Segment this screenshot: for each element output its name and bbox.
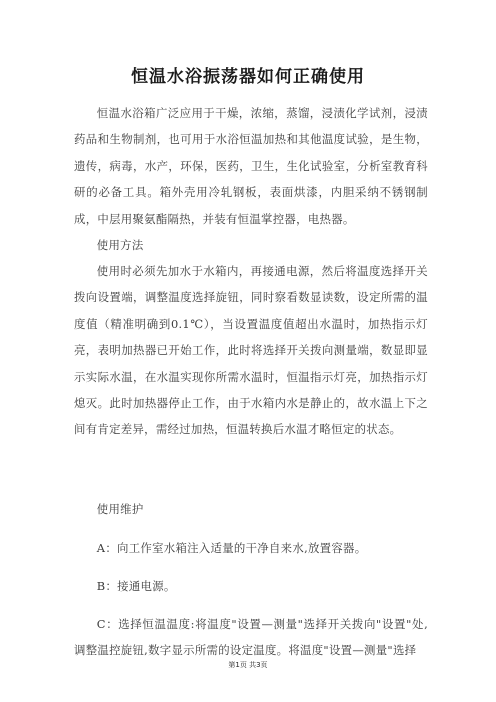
section-heading-maintenance: 使用维护 [96,502,144,516]
usage-paragraph: 使用时必须先加水于水箱内，再接通电源，然后将温度选择开关拨向设置端，调整温度选择旋钮，同时察看数显读数，设定所需的温度值（精准明确到0.1℃），当设置温度值超出水温时，加热指示灯亮，表明加热器已开始工作，此时将选择开关拨向测量端，数显即显示实际水温，在水温实现你所需水温时，恒温指示灯亮，加热指示灯熄灭。此时加热器停止工作，由于水箱内水是静止的，故水温上下之间有肯定差异，需经过加热，恒温转换后水温才略恒定的状态。 [74,264,428,437]
section-heading-usage: 使用方法 [96,238,144,252]
document-title: 恒温水浴振荡器如何正确使用 [131,67,365,87]
maintenance-step-a: A：向工作室水箱注入适量的干净自来水,放置容器。 [96,541,367,555]
intro-paragraph: 恒温水浴箱广泛应用于干燥，浓缩，蒸馏，浸渍化学试剂，浸渍药品和生物制剂，也可用于水浴恒温加热和其他温度试验，是生物，遗传，病毒，水产，环保，医药，卫生，生化试验室，分析室教育科研的必备工具。箱外壳用冷轧钢板，表面烘漆，内胆采纳不锈钢制成，中层用聚氨酯隔热，并装有恒温掌控器，电热器。 [74,106,428,226]
maintenance-step-b: B：接通电源。 [96,579,176,593]
maintenance-step-c: C：选择恒温温度:将温度"设置—测量"选择开关拨向"设置"处,调整温控旋钮,数字显示所需的设定温度。将温度"设置—测量"选择 [74,617,428,658]
page-footer: 第1页 共3页 [228,661,268,669]
